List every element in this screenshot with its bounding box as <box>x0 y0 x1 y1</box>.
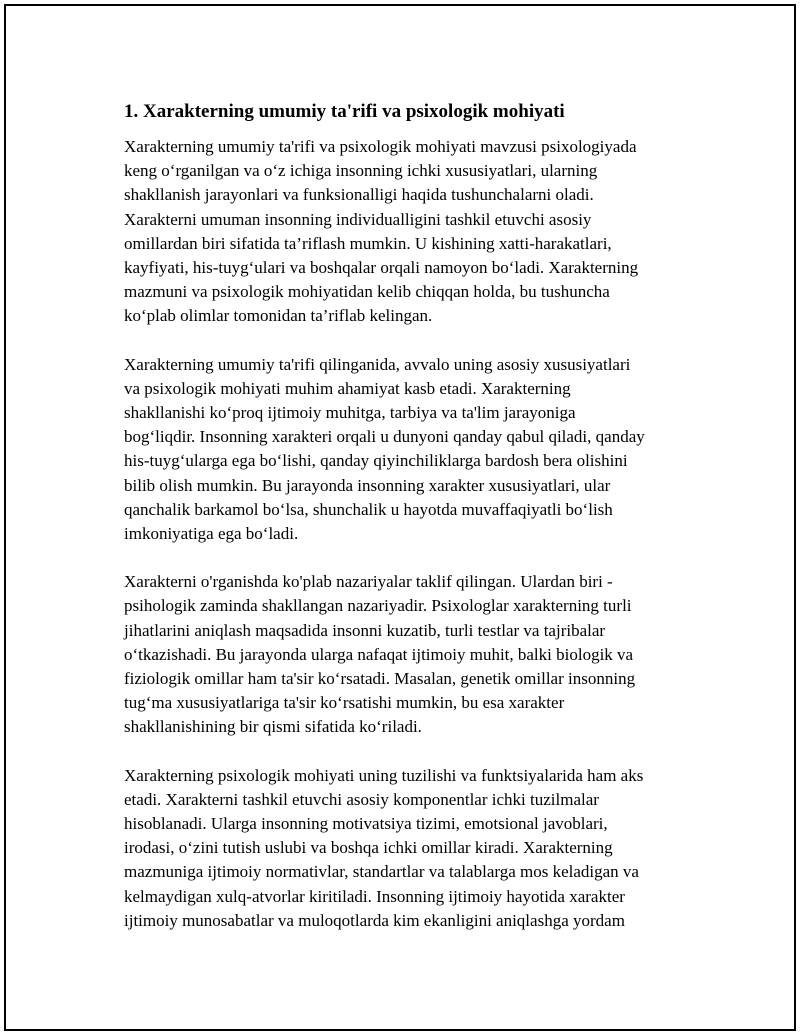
text-line: imkoniyatiga ega bo‘ladi. <box>124 524 299 544</box>
text-line: shakllanishi ko‘proq ijtimoiy muhitga, tarbiya va ta'lim jarayoniga <box>124 403 576 423</box>
text-line: ko‘plab olimlar tomonidan ta’riflab kelingan. <box>124 306 433 326</box>
text-line: bog‘liqdir. Insonning xarakteri orqali u dunyoni qanday qabul qiladi, qanday <box>124 427 645 447</box>
text-line: va psixologik mohiyati muhim ahamiyat kasb etadi. Xarakterning <box>124 378 571 398</box>
paragraph-1 <box>124 135 694 329</box>
text-line: shakllanish jarayonlari va funksionalligi haqida tushunchalarni oladi. <box>124 185 594 205</box>
text-line: qanchalik barkamol bo‘lsa, shunchalik u hayotda muvaffaqiyatli bo‘lish <box>124 499 613 519</box>
paragraph-2 <box>124 353 694 547</box>
text-line: Xarakterni umuman insonning individualligini tashkil etuvchi asosiy <box>124 209 592 229</box>
text-line: Xarakterning psixologik mohiyati uning tuzilishi va funktsiyalarida ham aks <box>124 765 644 785</box>
text-line: shakllanishining bir qismi sifatida ko‘riladi. <box>124 717 422 737</box>
text-line: o‘tkazishadi. Bu jarayonda ularga nafaqat ijtimoiy muhit, balki biologik va <box>124 644 634 664</box>
text-line: omillardan biri sifatida ta’riflash mumkin. U kishining xatti-harakatlari, <box>124 233 612 253</box>
paragraph-4 <box>124 764 694 933</box>
text-line: bilib olish mumkin. Bu jarayonda insonning xarakter xususiyatlari, ular <box>124 475 611 495</box>
text-line: tug‘ma xususiyatlariga ta'sir ko‘rsatishi mumkin, bu esa xarakter <box>124 693 565 713</box>
text-line: jihatlarini aniqlash maqsadida insonni kuzatib, turli testlar va tajribalar <box>124 620 606 640</box>
section-heading: 1. Xarakterning umumiy ta'rifi va psixologik mohiyati <box>124 101 565 122</box>
text-line: irodasi, o‘zini tutish uslubi va boshqa ichki omillar kiradi. Xarakterning <box>124 838 613 858</box>
text-line: kelmaydigan xulq-atvorlar kiritiladi. Insonning ijtimoiy hayotida xarakter <box>124 886 625 906</box>
text-line: Xarakterning umumiy ta'rifi qilinganida, avvalo uning asosiy xususiyatlari <box>124 354 631 374</box>
document-body <box>124 99 694 957</box>
text-line: etadi. Xarakterni tashkil etuvchi asosiy komponentlar ichki tuzilmalar <box>124 789 599 809</box>
text-line: Xarakterning umumiy ta'rifi va psixologik mohiyati mavzusi psixologiyada <box>124 137 637 156</box>
paragraph-3 <box>124 570 694 739</box>
text-line: fiziologik omillar ham ta'sir ko‘rsatadi. Masalan, genetik omillar insonning <box>124 669 636 689</box>
text-line: hisoblanadi. Ularga insonning motivatsiya tizimi, emotsional javoblari, <box>124 814 608 834</box>
text-line: ijtimoiy munosabatlar va muloqotlarda kim ekanligini aniqlashga yordam <box>124 910 625 930</box>
text-line: Xarakterni o'rganishda ko'plab nazariyalar taklif qilingan. Ulardan biri - <box>124 572 613 592</box>
text-line: psihologik zaminda shakllangan nazariyadir. Psixologlar xarakterning turli <box>124 596 632 616</box>
text-line: mazmuni va psixologik mohiyatidan kelib chiqqan holda, bu tushuncha <box>124 282 610 302</box>
text-line: kayfiyati, his-tuyg‘ulari va boshqalar orqali namoyon bo‘ladi. Xarakterning <box>124 258 639 278</box>
text-line: keng o‘rganilgan va o‘z ichiga insonning ichki xususiyatlari, ularning <box>124 161 598 181</box>
text-line: his-tuyg‘ularga ega bo‘lishi, qanday qiyinchiliklarga bardosh bera olishini <box>124 451 628 471</box>
text-line: mazmuniga ijtimoiy normativlar, standartlar va talablarga mos keladigan va <box>124 862 639 882</box>
page-frame <box>4 4 796 1031</box>
